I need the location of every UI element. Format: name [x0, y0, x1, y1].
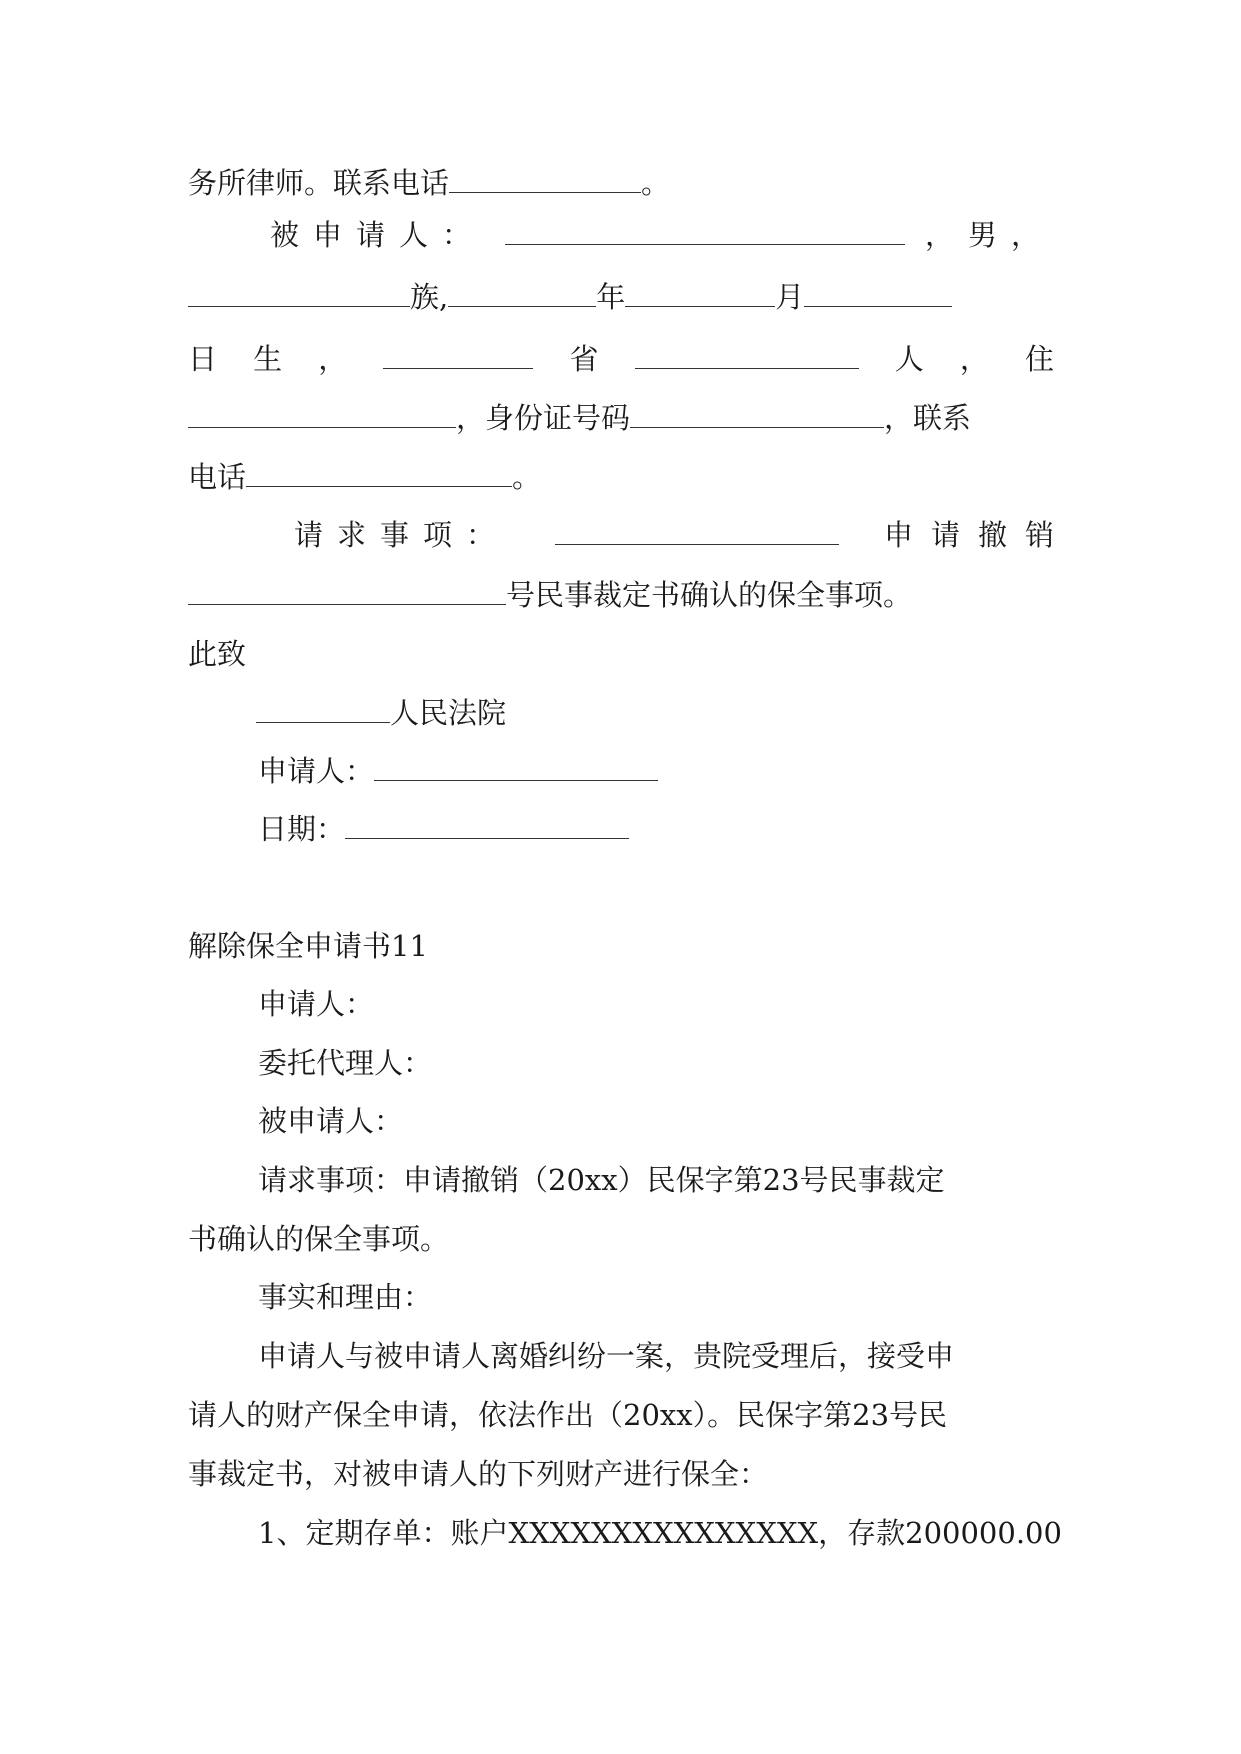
text-facts-3: 事裁定书，对被申请人的下列财产进行保全： [188, 1457, 769, 1491]
text-comma: ， [318, 342, 348, 376]
blank-province [383, 338, 533, 369]
blank-respondent-phone [246, 456, 512, 487]
blank-id-number [630, 397, 884, 428]
text-facts-heading: 事实和理由： [258, 1280, 433, 1314]
text-male: ，男， [924, 218, 1054, 252]
line-address-id [188, 396, 1054, 440]
line-birth-origin [188, 337, 1054, 381]
text-id-number: ，身份证号码 [456, 401, 631, 435]
blank-date [345, 808, 629, 839]
text-court: 人民法院 [390, 696, 507, 730]
line-request [294, 513, 1072, 557]
text-contact: ，联系 [884, 401, 972, 435]
blank-year [448, 276, 596, 307]
blank-applicant-sign [374, 750, 658, 781]
section-title: 解除保全申请书11 [188, 929, 428, 963]
text-deposit: 1、定期存单：账户XXXXXXXXXXXXXXX，存款200000.00 [258, 1516, 1062, 1550]
text-ethnicity: 族, [410, 280, 449, 314]
text-month: 月 [775, 280, 805, 314]
text-apply-revoke: 申请撤销 [883, 518, 1072, 552]
blank-address [188, 397, 456, 428]
blank-day [804, 276, 952, 307]
text-phone: 电话 [188, 460, 247, 494]
text-born: 生 [253, 342, 283, 376]
text-request-items-cont: 书确认的保全事项。 [188, 1222, 450, 1256]
text-comma: ， [959, 342, 989, 376]
text-facts-1: 申请人与被申请人离婚纠纷一案，贵院受理后，接受申 [258, 1339, 955, 1373]
text-period: 。 [641, 166, 671, 200]
line-applicant-sign [258, 749, 1054, 793]
text-period: 。 [512, 460, 542, 494]
text-salutation: 此致 [188, 637, 247, 671]
line-ruling [188, 573, 1054, 617]
text-ruling: 号民事裁定书确认的保全事项。 [506, 578, 913, 612]
line-ethnicity-birth [188, 275, 1054, 319]
label-date: 日期： [258, 812, 346, 846]
text-day: 日 [188, 342, 218, 376]
text-agent: 委托代理人： [258, 1046, 433, 1080]
blank-request [555, 514, 839, 545]
label-respondent: 被申请人： [270, 218, 486, 252]
text-year: 年 [596, 280, 626, 314]
blank-month [625, 276, 775, 307]
text-facts-2: 请人的财产保全申请，依法作出（20xx）。民保字第23号民 [188, 1398, 948, 1432]
blank-ethnicity [188, 276, 410, 307]
blank-ruling-number [188, 574, 506, 605]
text-applicant: 申请人： [258, 987, 375, 1021]
blank-court [256, 692, 390, 723]
text-person: 人 [894, 342, 924, 376]
line-lawyer-phone [188, 161, 1054, 205]
line-respondent-phone [188, 455, 1054, 499]
text-province: 省 [569, 342, 599, 376]
blank-origin [635, 338, 859, 369]
text-lawyer-phone: 务所律师。联系电话 [188, 166, 450, 200]
label-applicant: 申请人： [258, 754, 375, 788]
text-request-items: 请求事项：申请撤销（20xx）民保字第23号民事裁定 [258, 1163, 945, 1197]
label-request: 请求事项： [294, 518, 510, 552]
text-reside: 住 [1024, 342, 1054, 376]
line-court [256, 691, 1054, 735]
line-respondent [270, 213, 1054, 257]
line-date [258, 807, 1054, 851]
text-respondent: 被申请人： [258, 1104, 404, 1138]
blank-lawyer-phone [449, 162, 641, 193]
blank-respondent-name [505, 214, 905, 245]
